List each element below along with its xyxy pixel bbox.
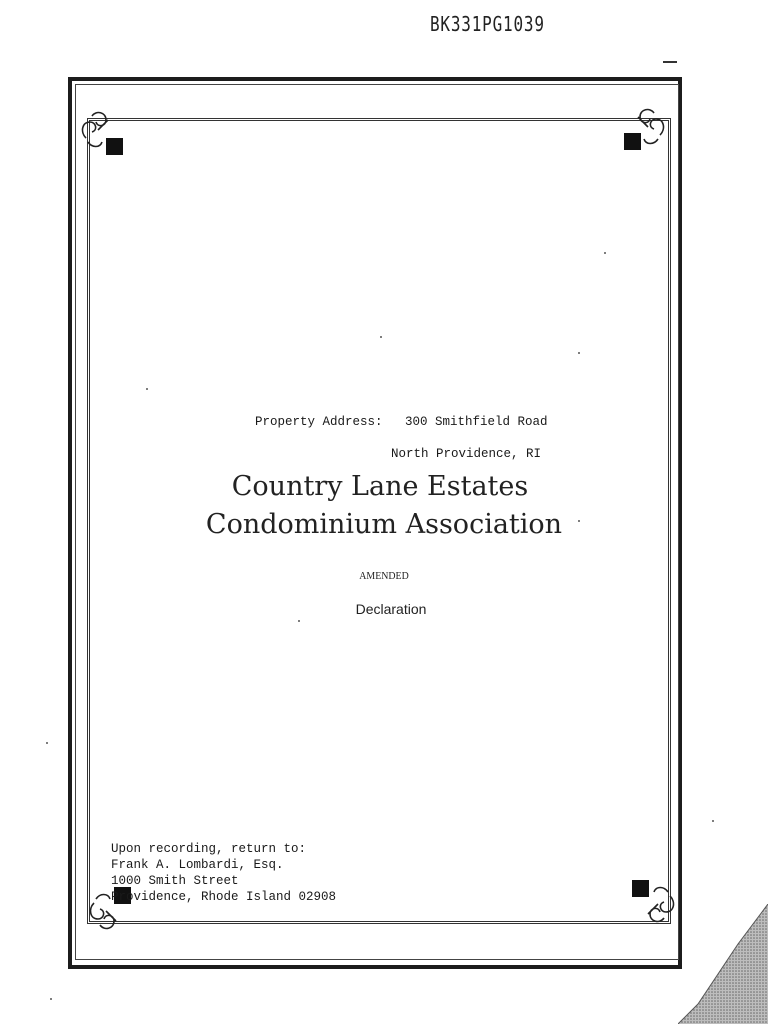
scan-speck [298,620,300,622]
scan-speck [578,352,580,354]
scan-speck [712,820,714,822]
scan-speck [380,336,382,338]
amended-label: AMENDED [359,570,409,582]
property-address [240,398,548,478]
return-line1: Upon recording, return to: [111,842,307,856]
folded-page-corner [678,904,768,1024]
return-address-block [111,841,336,905]
property-address-line1: 300 Smithfield Road [405,415,548,429]
return-line4: Providence, Rhode Island 02908 [111,890,337,904]
margin-mark [663,61,677,63]
scan-speck [146,388,148,390]
title-line1: Country Lane Estates [231,471,529,502]
fleur-corner-top-right-icon [618,105,668,155]
property-address-line2: North Providence, RI [391,447,542,461]
scan-speck [578,520,580,522]
return-line3: 1000 Smith Street [111,874,239,888]
book-page-stamp: BK331PG1039 [430,12,545,36]
property-address-label: Property Address: [255,415,383,429]
declaration-label: Declaration [355,601,427,617]
document-title [0,468,768,544]
scan-speck [604,252,606,254]
title-line2: Condominium Association [205,509,563,540]
fleur-corner-bottom-right-icon [628,876,678,926]
scan-speck [46,742,48,744]
return-line2: Frank A. Lombardi, Esq. [111,858,284,872]
fleur-corner-top-left-icon [78,108,128,158]
scan-speck [50,998,52,1000]
